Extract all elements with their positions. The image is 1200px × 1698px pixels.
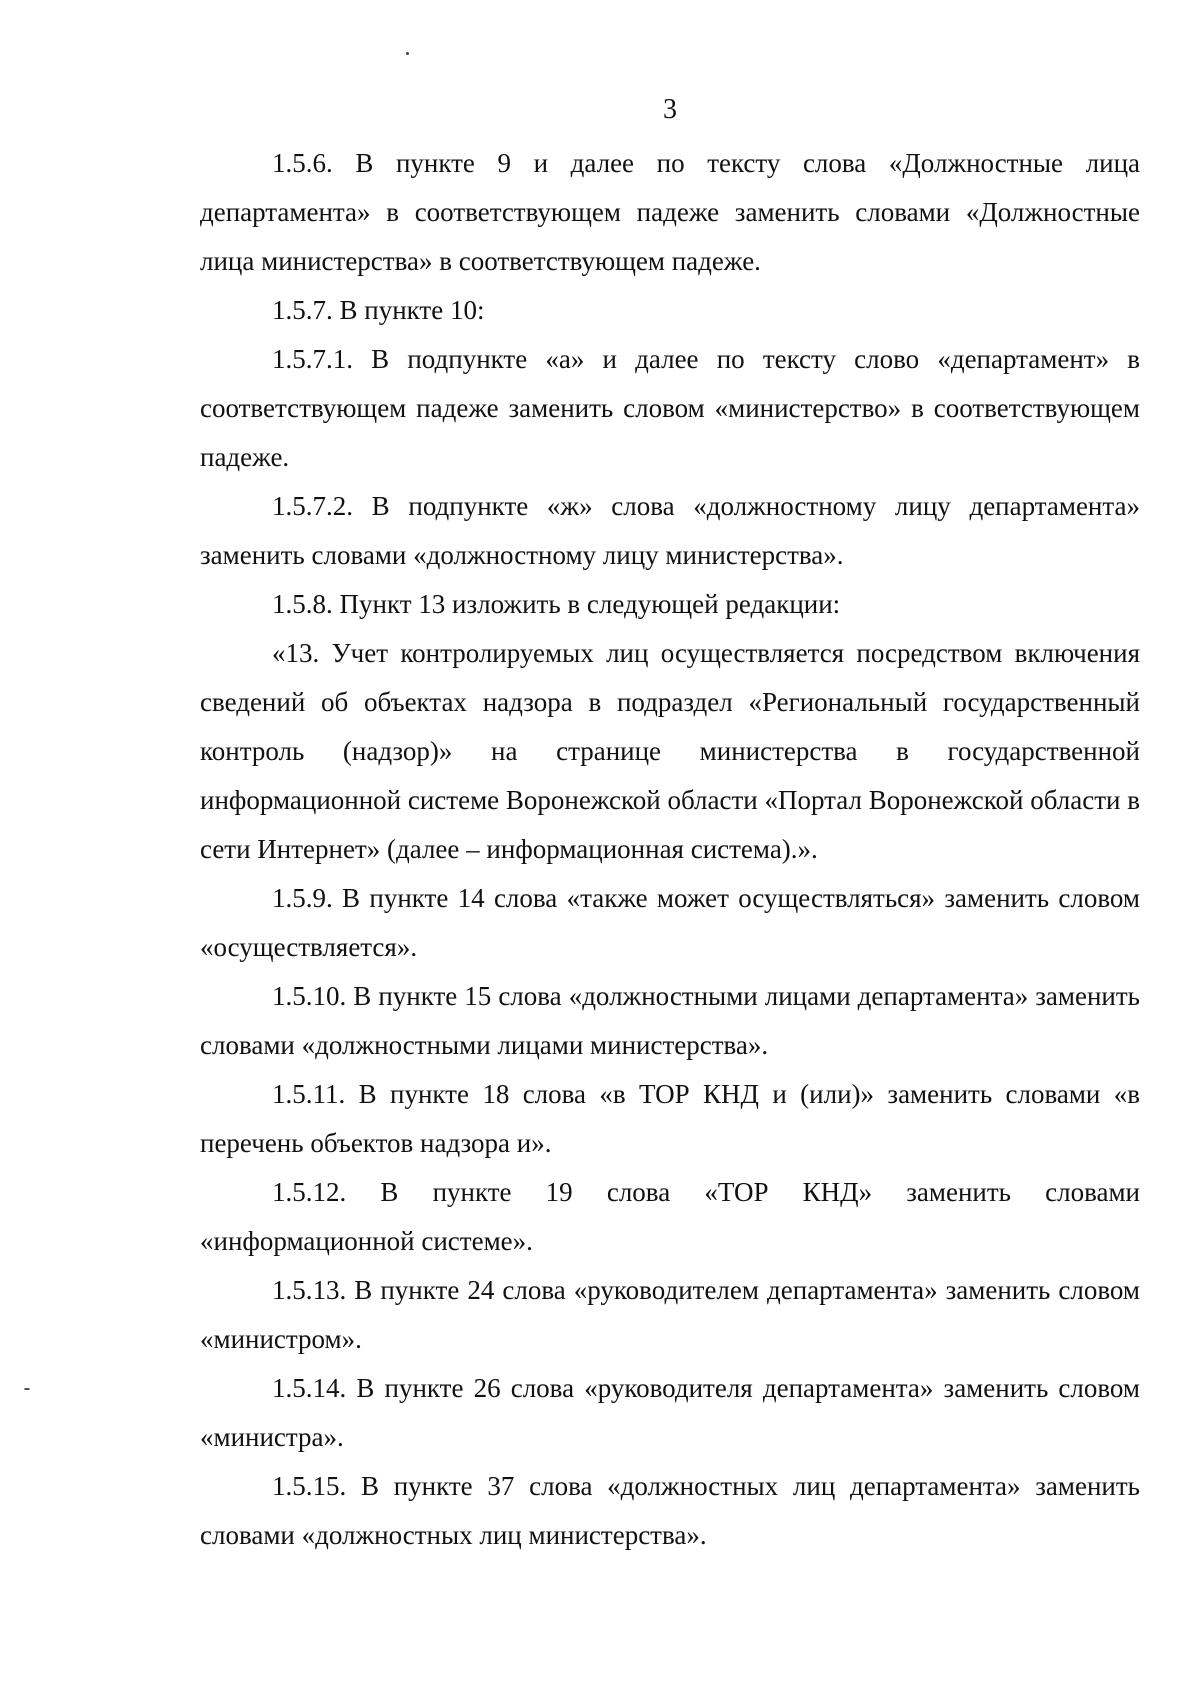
page-number: 3 xyxy=(663,94,677,125)
paragraph-1-5-7: 1.5.7. В пункте 10: xyxy=(272,295,485,325)
paragraph-1-5-8: 1.5.8. Пункт 13 изложить в следующей редакции: xyxy=(272,589,841,619)
paragraph-1-5-12: 1.5.12. В пункте 19 слова «ТОР КНД» заменить словами «информационной системе». xyxy=(200,1177,1140,1256)
paragraph-1-5-7-1: 1.5.7.1. В подпункте «а» и далее по тексту слово «департамент» в соответствующем падеже заменить словом «министерство» в соответствующем падеже. xyxy=(200,344,1140,472)
paragraph-1-5-13: 1.5.13. В пункте 24 слова «руководителем департамента» заменить словом «министром». xyxy=(200,1275,1140,1354)
paragraph-1-5-14: 1.5.14. В пункте 26 слова «руководителя департамента» заменить словом «министра». xyxy=(200,1373,1140,1452)
scan-speck xyxy=(24,1388,30,1390)
paragraph-1-5-6: 1.5.6. В пункте 9 и далее по тексту слова «Должностные лица департамента» в соответствующем падеже заменить словами «Должностные лица министерства» в соответствующем падеже. xyxy=(200,148,1140,276)
paragraph-1-5-9: 1.5.9. В пункте 14 слова «также может осуществляться» заменить словом «осуществляется». xyxy=(200,883,1140,962)
paragraph-13-quote: «13. Учет контролируемых лиц осуществляется посредством включения сведений об объектах надзора в подраздел «Региональный государственный контроль (надзор)» на странице министерства в государственной информационной системе Воронежской области «Портал Воронежской области в сети Интернет» (далее – информационная система).». xyxy=(200,638,1140,864)
paragraph-1-5-7-2: 1.5.7.2. В подпункте «ж» слова «должностному лицу департамента» заменить словами «должностному лицу министерства». xyxy=(200,491,1140,570)
paragraph-1-5-15: 1.5.15. В пункте 37 слова «должностных лиц департамента» заменить словами «должностных лиц министерства». xyxy=(200,1471,1140,1550)
scan-speck xyxy=(406,52,409,55)
paragraph-1-5-10: 1.5.10. В пункте 15 слова «должностными лицами департамента» заменить словами «должностными лицами министерства». xyxy=(200,981,1140,1060)
document-body xyxy=(200,139,1140,1560)
paragraph-1-5-11: 1.5.11. В пункте 18 слова «в ТОР КНД и (или)» заменить словами «в перечень объектов надзора и». xyxy=(200,1079,1140,1158)
